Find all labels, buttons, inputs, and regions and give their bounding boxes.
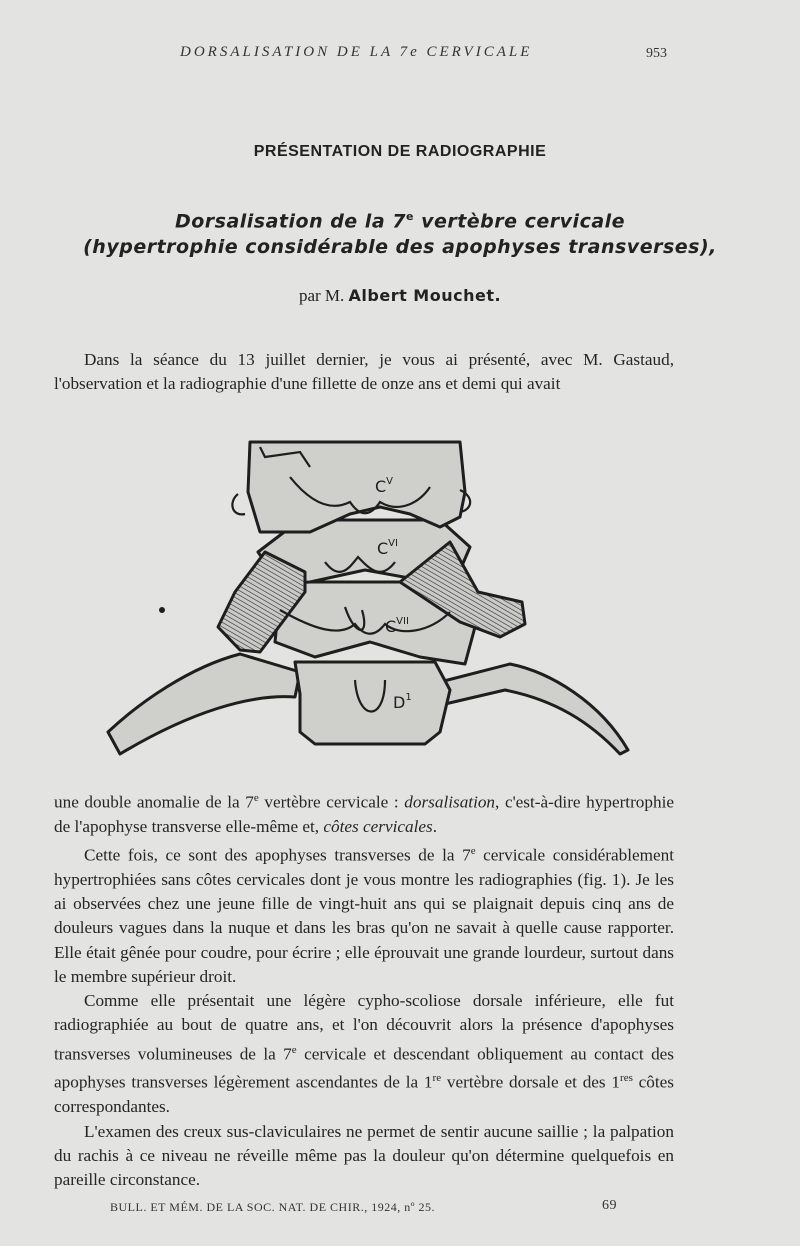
journal-reference: BULL. ET MÉM. DE LA SOC. NAT. DE CHIR., 1924, nº 25. xyxy=(110,1200,435,1214)
label-c7: $C^{VII}$ xyxy=(385,616,409,636)
label-c6: $C^{VI}$ xyxy=(377,538,398,558)
label-d1: $D^1$ xyxy=(393,692,412,712)
article-title-line2: (hypertrophie considérable des apophyses transverses), xyxy=(83,236,717,258)
running-title: DORSALISATION DE LA 7e CERVICALE xyxy=(180,44,533,60)
byline-prefix: par M. xyxy=(298,286,345,305)
paragraph-3: Cette fois, ce sont des apophyses transverses de la 7e cervicale considérablement hypertrophiées sans côtes cervicales dont je vous montre les radiographies (fig. 1). Je les ai observées chez une jeune fille de vingt-huit ans qui se plaignait depuis cinq ans de douleurs vagues dans la nuque et dans les bras qu'on ne savait à quelle cause rapporter. Elle était gênée pour coudre, pour écrire ; elle éprouvait une grande lourdeur, surtout dans le membre supérieur droit. xyxy=(54,845,674,986)
byline xyxy=(0,286,800,306)
paragraph-5: L'examen des creux sus-claviculaires ne permet de sentir aucune saillie ; la palpation du rachis à ce niveau ne réveille même pas la douleur qu'on détermine quelquefois en pareille circonstance. xyxy=(54,1121,674,1189)
paragraph-2: une double anomalie de la 7e vertèbre cervicale : dorsalisation, c'est-à-dire hypertrophie de l'apophyse transverse elle-même et, côtes cervicales. xyxy=(54,792,674,836)
ink-dot xyxy=(159,607,165,613)
vertebrae-figure xyxy=(100,432,635,762)
signature-number: 69 xyxy=(602,1198,617,1213)
author-name: Albert Mouchet. xyxy=(348,286,502,305)
section-title: PRÉSENTATION DE RADIOGRAPHIE xyxy=(253,143,547,160)
article-title-line1: Dorsalisation de la 7e vertèbre cervicale xyxy=(174,210,626,233)
body-text xyxy=(54,786,674,1192)
intro-paragraph: Dans la séance du 13 juillet dernier, je vous ai présenté, avec M. Gastaud, l'observation et la radiographie d'une fillette de onze ans et demi qui avait xyxy=(54,350,674,394)
page-number: 953 xyxy=(646,46,667,61)
vertebra-d1 xyxy=(295,662,450,744)
label-c5: $C^V$ xyxy=(375,476,394,496)
paragraph-4: Comme elle présentait une légère cypho-scoliose dorsale inférieure, elle fut radiographiée au bout de quatre ans, et l'on découvrit alors la présence d'apophyses transverses volumineuses de la 7e cervicale et descendant obliquement au contact des apophyses transverses légèrement ascendantes de la 1re vertèbre dorsale et des 1res côtes correspondantes. xyxy=(54,991,674,1117)
right-rib xyxy=(440,664,628,754)
left-rib xyxy=(108,654,300,754)
